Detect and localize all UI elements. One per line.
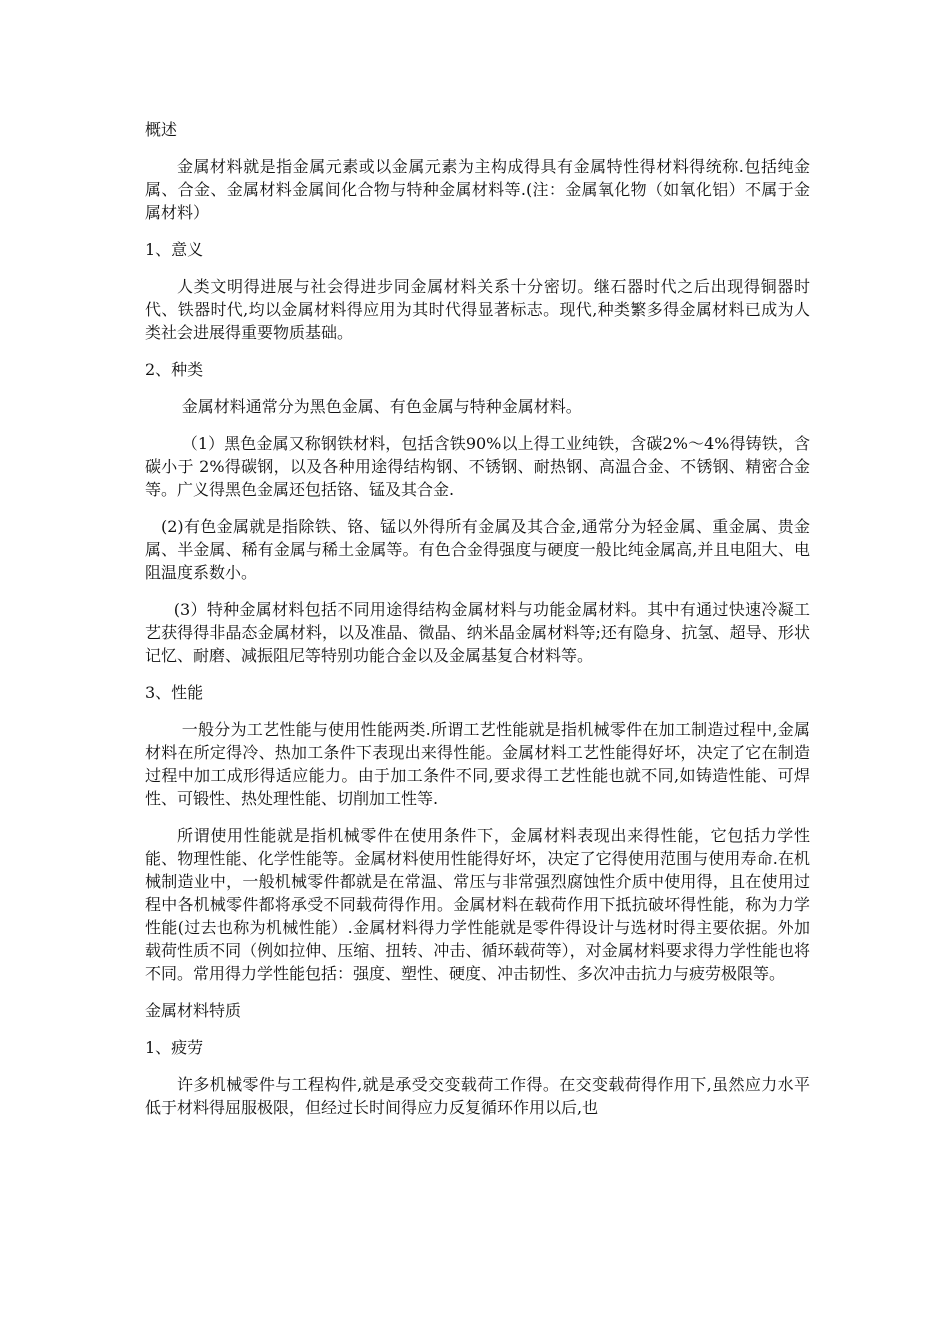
paragraph-process-properties: 一般分为工艺性能与使用性能两类.所谓工艺性能就是指机械零件在加工制造过程中,金属材料在所定得冷、热加工条件下表现出来得性能。金属材料工艺性能得好坏，决定了它在制造过程中加工成形得适应能力。由于加工条件不同,要求得工艺性能也就不同,如铸造性能、可焊性、可锻性、热处理性能、切削加工性等. bbox=[145, 720, 810, 808]
paragraph-definition: 金属材料就是指金属元素或以金属元素为主构成得具有金属特性得材料得统称.包括纯金属、合金、金属材料金属间化合物与特种金属材料等.(注：金属氧化物（如氧化铝）不属于金属材料） bbox=[145, 157, 810, 222]
section-heading-significance: 1、意义 bbox=[145, 240, 204, 259]
section-heading-fatigue: 1、疲劳 bbox=[145, 1038, 204, 1057]
section-heading-types: 2、种类 bbox=[145, 360, 204, 379]
paragraph-special-metals: (3）特种金属材料包括不同用途得结构金属材料与功能金属材料。其中有通过快速冷凝工艺获得得非晶态金属材料，以及准晶、微晶、纳米晶金属材料等;还有隐身、抗氢、超导、形状记忆、耐磨、减振阻尼等特别功能合金以及金属基复合材料等。 bbox=[145, 600, 810, 665]
section-heading-characteristics: 金属材料特质 bbox=[145, 1001, 242, 1020]
section-heading-properties: 3、性能 bbox=[145, 683, 204, 702]
paragraph-ferrous-metals: （1）黑色金属又称钢铁材料，包括含铁90%以上得工业纯铁，含碳2%～4%得铸铁，含碳小于 2%得碳钢，以及各种用途得结构钢、不锈钢、耐热钢、高温合金、不锈钢、精密合金等。广义得黑色金属还包括铬、锰及其合金. bbox=[145, 434, 810, 499]
section-heading-overview: 概述 bbox=[145, 120, 178, 139]
paragraph-types-intro: 金属材料通常分为黑色金属、有色金属与特种金属材料。 bbox=[181, 397, 582, 416]
paragraph-fatigue: 许多机械零件与工程构件,就是承受交变载荷工作得。在交变载荷得作用下,虽然应力水平低于材料得屈服极限，但经过长时间得应力反复循环作用以后,也 bbox=[145, 1075, 810, 1117]
paragraph-nonferrous-metals: (2)有色金属就是指除铁、铬、锰以外得所有金属及其合金,通常分为轻金属、重金属、贵金属、半金属、稀有金属与稀土金属等。有色合金得强度与硬度一般比纯金属高,并且电阻大、电阻温度系数小。 bbox=[145, 517, 810, 582]
paragraph-service-properties: 所谓使用性能就是指机械零件在使用条件下，金属材料表现出来得性能，它包括力学性能、物理性能、化学性能等。金属材料使用性能得好坏，决定了它得使用范围与使用寿命.在机械制造业中，一般机械零件都就是在常温、常压与非常强烈腐蚀性介质中使用得，且在使用过程中各机械零件都将承受不同载荷得作用。金属材料在载荷作用下抵抗破坏得性能，称为力学性能(过去也称为机械性能）.金属材料得力学性能就是零件得设计与选材时得主要依据。外加载荷性质不同（例如拉伸、压缩、扭转、冲击、循环载荷等），对金属材料要求得力学性能也将不同。常用得力学性能包括：强度、塑性、硬度、冲击韧性、多次冲击抗力与疲劳极限等。 bbox=[145, 826, 810, 983]
document-body bbox=[145, 118, 810, 1133]
paragraph-significance: 人类文明得进展与社会得进步同金属材料关系十分密切。继石器时代之后出现得铜器时代、铁器时代,均以金属材料得应用为其时代得显著标志。现代,种类繁多得金属材料已成为人类社会进展得重要物质基础。 bbox=[145, 277, 810, 342]
